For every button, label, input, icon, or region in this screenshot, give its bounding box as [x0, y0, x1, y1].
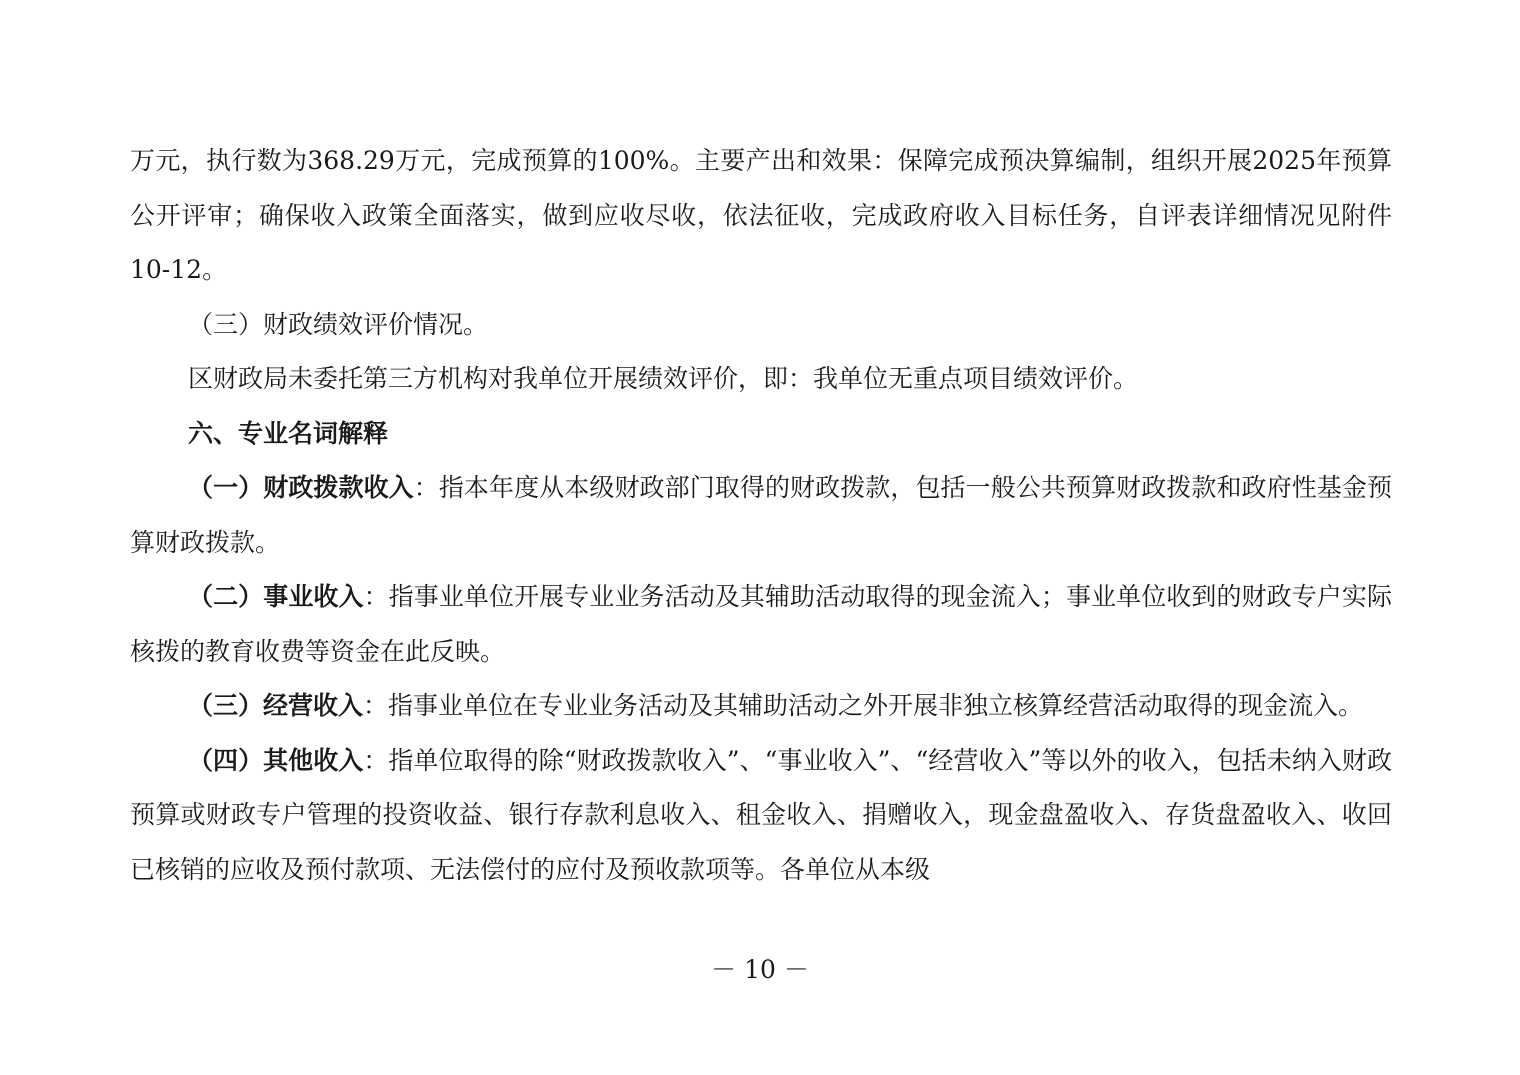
term-label: （一）财政拨款收入: [188, 473, 414, 502]
term-definition: ：指本年度从本级财政部门取得的财政拨款，包括一般公共预算财政拨款和政府性基金预算财政拨款。: [130, 473, 1392, 557]
term-label: （二）事业收入: [188, 582, 364, 611]
term-definition: ：指事业单位开展专业业务活动及其辅助活动取得的现金流入；事业单位收到的财政专户实际核拨的教育收费等资金在此反映。: [130, 582, 1392, 666]
subsection-heading-performance-evaluation: （三）财政绩效评价情况。: [188, 309, 489, 339]
term-definition: ：指事业单位在专业业务活动及其辅助活动之外开展非独立核算经营活动取得的现金流入。: [363, 691, 1364, 720]
paragraph-evaluation: 区财政局未委托第三方机构对我单位开展绩效评价，即：我单位无重点项目绩效评价。: [188, 364, 1139, 393]
term-paragraph-2: [130, 570, 1392, 679]
term-label: （三）经营收入: [188, 691, 364, 720]
term-label: （四）其他收入: [188, 745, 364, 775]
term-paragraph-1: [130, 461, 1392, 570]
section-heading-terms: 六、专业名词解释: [188, 418, 389, 448]
term-paragraph-3: [130, 679, 1392, 734]
body-text: [130, 134, 1392, 897]
term-paragraph-4: [130, 734, 1392, 898]
term-definition: ：指单位取得的除“财政拨款收入”、“事业收入”、“经营收入”等以外的收入，包括未纳入财政预算或财政专户管理的投资收益、银行存款利息收入、租金收入、捐赠收入，现金盘盈收入、存货盘盈收入、收回已核销的应收及预付款项、无法偿付的应付及预收款项等。各单位从本级: [130, 745, 1392, 884]
paragraph-continuation: 万元，执行数为368.29万元，完成预算的100%。主要产出和效果：保障完成预决算编制，组织开展2025年预算公开评审；确保收入政策全面落实，做到应收尽收，依法征收，完成政府收入目标任务，自评表详细情况见附件10-12。: [130, 146, 1392, 284]
page-number: － 10 －: [711, 955, 809, 984]
